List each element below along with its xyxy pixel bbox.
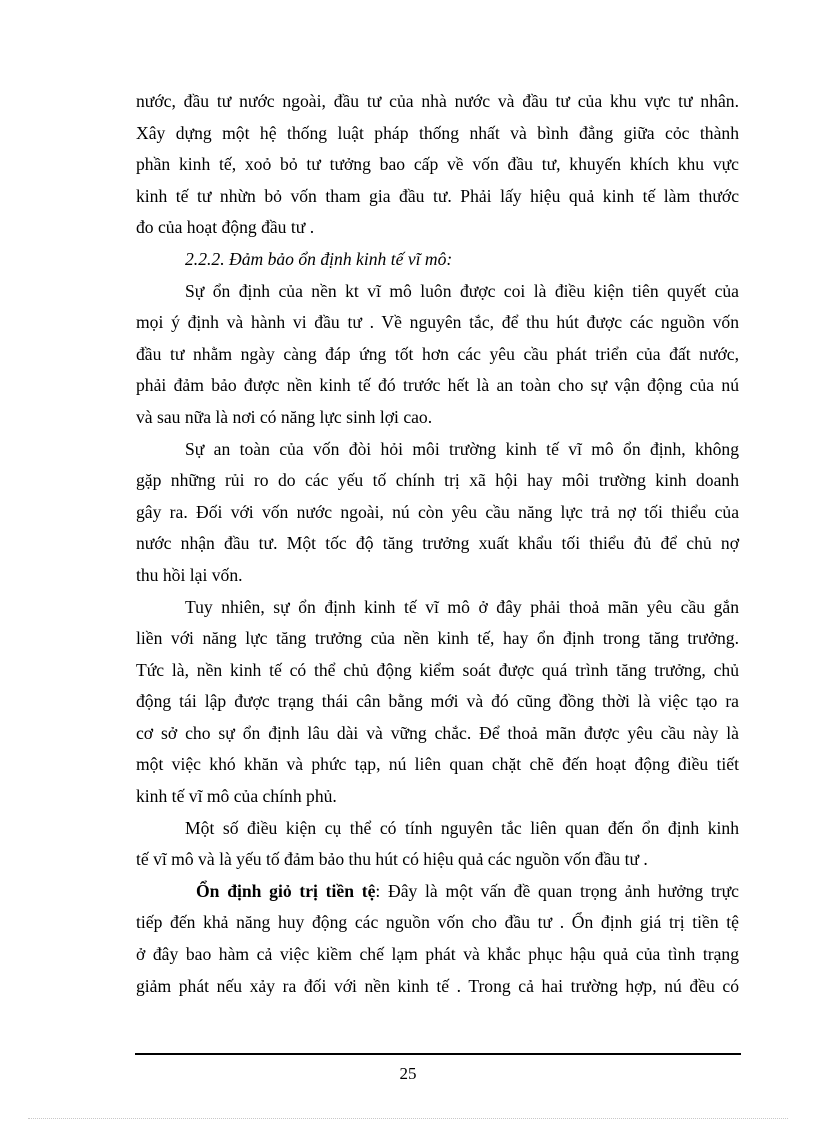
paragraph-line: và sau nữa là nơi có năng lực sinh lợi cao. bbox=[136, 406, 433, 427]
paragraph-line: tiếp đến khả năng huy động các nguồn vốn cho đầu tư . Ổn định giá trị tiền tệ bbox=[136, 912, 739, 933]
paragraph-line: kinh tế vĩ mô của chính phủ. bbox=[136, 786, 337, 807]
text-line: Xây dựng một hệ thống luật pháp thống nhất và bình đẳng giữa cỏc thành bbox=[136, 122, 739, 143]
section-heading: 2.2.2. Đảm bảo ổn định kinh tế vĩ mô: bbox=[185, 248, 453, 269]
text-line: kinh tế tư nhừn bỏ vốn tham gia đầu tư. Phải lấy hiệu quả kinh tế làm thước bbox=[136, 185, 739, 206]
paragraph-line: mọi ý định và hành vi đầu tư . Về nguyên tắc, để thu hút được các nguồn vốn bbox=[136, 312, 739, 333]
page-number: 25 bbox=[399, 1064, 417, 1083]
paragraph-line: thu hồi lại vốn. bbox=[136, 564, 243, 585]
text-line: nước, đầu tư nước ngoài, đầu tư của nhà nước và đầu tư của khu vực tư nhân. bbox=[136, 91, 739, 111]
paragraph-line: gây ra. Đối với vốn nước ngoài, nú còn yêu cầu năng lực trả nợ tối thiểu của bbox=[136, 501, 739, 522]
paragraph-line: Sự an toàn của vốn đòi hỏi môi trường kinh tế vĩ mô ổn định, không bbox=[185, 438, 739, 459]
paragraph-line: gặp những rủi ro do các yếu tố chính trị xã hội hay môi trường kinh doanh bbox=[136, 470, 739, 491]
page-bottom-border bbox=[28, 1118, 788, 1119]
footer-rule bbox=[135, 1053, 741, 1055]
paragraph-line: đầu tư nhằm ngày càng đáp ứng tốt hơn các yêu cầu phát triển của đất nước, bbox=[136, 343, 739, 364]
paragraph-line: một việc khó khăn và phức tạp, nú liên quan chặt chẽ đến hoạt động điều tiết bbox=[136, 754, 739, 775]
body-text bbox=[136, 86, 739, 1002]
text-line: phần kinh tế, xoỏ bỏ tư tưởng bao cấp về vốn đầu tư, khuyến khích khu vực bbox=[136, 154, 739, 175]
paragraph-line: động tái lập được trạng thái cân bằng mới và đó cũng đồng thời là việc tạo ra bbox=[136, 691, 739, 712]
paragraph-line: tế vĩ mô và là yếu tố đảm bảo thu hút có hiệu quả các nguồn vốn đầu tư . bbox=[136, 849, 648, 870]
paragraph-line bbox=[136, 876, 739, 908]
paragraph-line: Sự ổn định của nền kt vĩ mô luôn được coi là điều kiện tiên quyết của bbox=[185, 280, 739, 301]
lead-line-rest: : Đây là một vấn đề quan trọng ảnh hưởng trực bbox=[375, 880, 739, 901]
bold-lead-term: Ổn định giỏ trị tiền tệ bbox=[196, 880, 376, 901]
paragraph-line: nước nhận đầu tư. Một tốc độ tăng trưởng xuất khẩu tối thiểu đủ để chủ nợ bbox=[136, 533, 739, 554]
paragraph-line: cơ sở cho sự ổn định lâu dài và vững chắc. Để thoả mãn được yêu cầu này là bbox=[136, 722, 739, 743]
paragraph-line: ở đây bao hàm cả việc kiềm chế lạm phát và khắc phục hậu quả của tình trạng bbox=[136, 944, 739, 965]
paragraph-line: Tuy nhiên, sự ổn định kinh tế vĩ mô ở đây phải thoả mãn yêu cầu gắn bbox=[185, 596, 739, 617]
paragraph-line: liền với năng lực tăng trưởng của nền kinh tế, hay ổn định trong tăng trưởng. bbox=[136, 628, 739, 649]
paragraph-line: Một số điều kiện cụ thể có tính nguyên tắc liên quan đến ổn định kinh bbox=[185, 817, 739, 838]
paragraph-line: giảm phát nếu xảy ra đối với nền kinh tế . Trong cả hai trường hợp, nú đều có bbox=[136, 975, 739, 996]
text-line: đo của hoạt động đầu tư . bbox=[136, 217, 315, 238]
paragraph-line: Tức là, nền kinh tế có thể chủ động kiểm soát được quá trình tăng trưởng, chủ bbox=[136, 659, 739, 680]
paragraph-line: phải đảm bảo được nền kinh tế đó trước hết là an toàn cho sự vận động của nú bbox=[136, 375, 739, 396]
